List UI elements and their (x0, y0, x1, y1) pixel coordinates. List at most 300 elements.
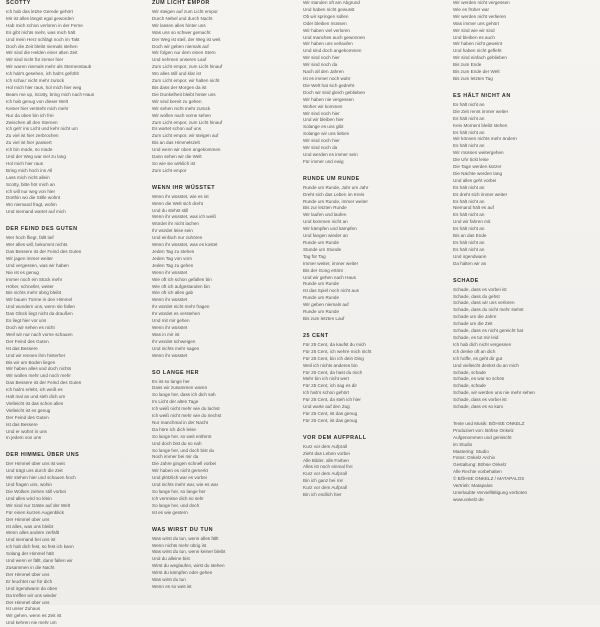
lyric-line: Wo alles still und klar ist (152, 71, 201, 77)
lyric-line: Wie oft ich schon gefallen bin (152, 276, 212, 282)
lyric-line: Zum Licht empor, wir halten nicht (152, 78, 220, 84)
lyric-line: Wir wollen mehr und noch mehr (6, 373, 71, 379)
lyric-line: Wir haben nie vergessen (303, 96, 354, 102)
lyric-line: Bis zum Ende (453, 62, 482, 68)
lyric-line: Wenn alles andere zerfällt (6, 530, 60, 536)
lyric-line: Für 25 Cent, bin ich dein Ding (303, 355, 364, 361)
lyric-line: Er leuchtet nur für dich (6, 578, 53, 584)
lyric-line: Und vergessen, was wir haben (6, 262, 69, 268)
lyric-line: Kein Moment bleibt stehen (453, 122, 508, 128)
lyric-line: So lange her, und doch bist du (152, 447, 215, 453)
lyric-line: Wenn ihr wüsstet (152, 297, 188, 303)
lyric-line: Runde um Runde (303, 295, 340, 301)
lyric-line: Und du stehst still (152, 207, 189, 213)
lyric-line: Ihr würdet leise sein (152, 228, 193, 234)
lyric-line: Für 25 Cent, da steh ich hier (303, 397, 361, 403)
lyric-line: Was uns so schwer gemacht (152, 29, 211, 35)
lyric-line: Doch die Zeit bleibt niemals stehen (6, 43, 78, 49)
lyric-line: Nach all den Jahren (303, 69, 344, 75)
lyric-line: Weil wir nur nach vorne schauen (6, 331, 73, 337)
lyric-line: Wir steigen auf zum Licht empor (152, 9, 218, 14)
lyric-line: Wir geben niemals auf (303, 302, 349, 308)
lyric-line: Der Himmel über uns (6, 571, 50, 577)
lyric-line: Und sind doch angekommen (303, 48, 362, 54)
lyric-line: Wir sind einfach geblieben (453, 55, 507, 61)
lyric-line: Der Feind des Guten (6, 338, 49, 344)
lyric-line: Ich halt dich fest, so fest ich kann (6, 544, 74, 550)
lyric-line: Und warte auf den Zug (303, 404, 350, 410)
lyric-line: Und nichts mehr sagen (152, 345, 200, 351)
lyric-line: Wir haben uns verlaufen (303, 41, 353, 47)
lyric-line: Was wirst du tun, wenn keiner bleibt (152, 549, 226, 555)
lyric-line: In jedem von uns (6, 435, 41, 441)
lyric-line: Und vielleicht denkst du an mich (453, 362, 519, 368)
lyric-line: Der Himmel über uns ist weit (6, 461, 65, 467)
song-title: ZUM LICHT EMPOR (152, 0, 210, 6)
lyric-line: Ich hab genug von dieser Welt (6, 98, 68, 104)
lyric-line: Ich hab's erlebt, ich weiß es (6, 387, 63, 393)
lyric-line: Zum Licht empor, wir steigen auf (152, 133, 219, 139)
song-block (152, 370, 290, 517)
lyric-line: Es dreht sich immer weiter (453, 191, 508, 197)
lyric-line: Die Tage werden kürzer (453, 164, 502, 170)
lyric-line: Wir sind nur Gäste auf der Welt (6, 502, 70, 508)
lyric-line: Wir sind noch hier (303, 110, 340, 116)
lyric-line: Und haben nicht gewusst (303, 6, 355, 12)
lyric-line: Doch wir sehen es nicht (6, 324, 55, 330)
song-block (152, 527, 290, 591)
lyric-line: Wir haben es nicht gemerkt (152, 468, 208, 474)
lyric-line: Im Licht der alten Tage (152, 399, 199, 405)
lyric-line: Immer weiter, immer weiter (303, 260, 359, 266)
lyric-line: Bin ich ganz bei mir (303, 478, 344, 484)
lyric-line: Die Zeit rennt immer weiter (453, 108, 509, 114)
lyric-line: Ist das Bessere (6, 345, 38, 351)
lyric-line: Runde um Runde (303, 240, 340, 245)
lyric-line: Schade, dass du gehst (453, 293, 500, 299)
lyric-line: Bis an das Himmelszelt (152, 140, 200, 146)
lyric-line: So lange her, so weit entfernt (152, 433, 212, 439)
song-title: DER HIMMEL ÜBER UNS (6, 452, 80, 459)
lyric-line: Nur da oben bin ich frei (6, 112, 54, 118)
lyric-line: Wir lassen alles hinter uns (152, 22, 206, 28)
lyric-line: Weil ich nichts anderes bin (303, 362, 358, 368)
lyric-line: Runde um Runde, Jahr um Jahr (303, 184, 369, 190)
lyric-line: Wie oft ich aufgestanden bin (152, 283, 210, 289)
lyric-line: Hol mich hier raus, hol mich hier weg (6, 84, 82, 90)
lyric-line: Wir jagen immer weiter (6, 255, 53, 261)
lyric-line: Kurz vor dem Aufprall (303, 485, 347, 491)
lyric-line: Wie oft ich alles gab (152, 290, 194, 296)
lyric-line: Ist es wie gestern (152, 509, 188, 515)
lyric-line: Da höre ich dich leise (152, 426, 196, 432)
lyric-line: Ich bin müde, so müde (6, 147, 53, 153)
lyric-line: Immer noch ein Stück mehr (6, 276, 63, 282)
lyric-line: Die Wolken ziehen still vorbei (6, 489, 66, 494)
song-title: DER FEIND DES GUTEN (6, 226, 78, 233)
lyric-line: Niemand hält es auf (453, 205, 494, 211)
lyric-line: Was wirst du tun (152, 577, 186, 583)
lyric-line: Und niemand wartet auf mich (6, 209, 66, 215)
lyric-line: Wenn ihr wüsstet (152, 352, 188, 358)
song-block (6, 226, 138, 442)
lyric-line: So lange her, so lange her (152, 489, 206, 494)
lyric-line: Es hält nicht an (453, 143, 485, 149)
lyric-line: Wie es früher war (453, 6, 489, 12)
lyric-line: Wenn ihr wüsstet (152, 324, 188, 330)
lyric-line: Dreht sich das Leben im Kreis (303, 191, 365, 197)
lyric-line: Bis zum letzten Lauf (303, 315, 345, 321)
lyric-line: Bis zum letzten Tag (453, 75, 493, 81)
lyric-line: Und einfach nur zuhören (152, 235, 203, 241)
song-title: VOR DEM AUFPRALL (303, 434, 367, 441)
lyric-line: Es wartet schon auf uns (152, 126, 202, 132)
lyric-line: Runde um Runde, immer weiter (303, 198, 368, 204)
song-block (303, 333, 443, 425)
song-title: SCHADE (453, 277, 479, 284)
lyric-line: Dann sehen wir die Welt (152, 154, 202, 160)
lyric-line: Das Bessere ist der Feind des Guten (6, 380, 82, 386)
lyric-line: Für 25 Cent, da hast du mich (303, 369, 363, 375)
lyric-line: Solang der Himmel hält (6, 551, 54, 557)
lyric-line: Für 25 Cent, ist das genug (303, 417, 358, 423)
lyric-line: Schade, es tut mir leid (453, 334, 499, 340)
lyric-line: Die Nächte werden lang (453, 170, 503, 176)
lyric-line: Und kommen nicht an (303, 219, 348, 225)
lyric-line: Für 25 Cent, ich wehre mich nicht (303, 348, 372, 354)
lyric-line: Nur manchmal in der Nacht (152, 419, 208, 425)
lyric-line: Und nichts mehr war, wie es war (152, 482, 219, 488)
lyric-line: Alle Rechte vorbehalten (453, 469, 502, 475)
song-title: SO LANGE HER (152, 369, 200, 376)
lyric-line: Wir bauen Türme in den Himmel (6, 297, 73, 303)
lyric-line: Zum Licht empor (152, 167, 187, 173)
lyric-line: im Studio (453, 441, 473, 447)
lyric-line: Wir werden nicht verlieren (453, 13, 507, 19)
lyric-line: Und mein Herz schlägt noch im Takt (6, 36, 80, 42)
lyric-line: Was immer uns gehört (453, 20, 500, 26)
lyric-line: Ich vermisse dich so sehr (152, 495, 204, 501)
lyric-line: Doch wir sind gleich geblieben (303, 89, 366, 95)
lyric-line: Wenn es so weit ist (152, 583, 192, 589)
lyric-line: Vielleicht ist es genug (6, 407, 51, 413)
song-title: 25 CENT (303, 332, 329, 339)
lyric-line: Wir sind bereit zu gehen (152, 98, 202, 104)
lyric-line: Für einen kurzen Augenblick (6, 509, 64, 515)
lyric-line: Kurz vor dem Aufprall (303, 443, 347, 449)
lyric-line: Die Welt hat sich gedreht (303, 82, 355, 88)
lyric-line: Und mit mir gehen (152, 318, 190, 324)
lyric-line: Wir stehen hier und schauen hoch (6, 475, 76, 481)
lyric-line: Und er wohnt in uns (6, 428, 47, 434)
lyric-line: Was wirst du tun, wenn alles fällt (152, 535, 219, 541)
lyric-line: Und alles wird so klein (6, 495, 52, 501)
song-block (6, 0, 138, 216)
lyric-line: Bis nichts mehr übrig bleibt (6, 290, 62, 296)
lyric-line: Das Glück liegt nicht da draußen (6, 311, 73, 317)
song-title: RUNDE UM RUNDE (303, 175, 360, 182)
lyric-line: Es hält nicht an (453, 198, 485, 204)
lyric-line: Wirst du kämpfen oder gehen (152, 570, 213, 576)
lyric-line: Alle Bilder, alle Farben (303, 457, 349, 463)
lyric-line: Ist es immer noch wahr (303, 75, 351, 81)
lyric-line: Ich hab's schon gehört (303, 390, 350, 396)
lyric-line: Es hält nicht an (453, 212, 485, 218)
lyric-line: Runde um Runde (303, 281, 340, 287)
song-block (453, 93, 595, 268)
lyric-line: Alles ist noch einmal frei (303, 464, 353, 470)
lyric-line: Und wir rennen ihm hinterher (6, 352, 66, 358)
lyric-line: Hol mich hier raus (6, 160, 44, 166)
lyric-line: Zusammen in die Nacht (6, 564, 55, 570)
lyric-line: Zum Licht empor, zum Licht hinauf (152, 64, 223, 70)
lyric-line: Dorthin wo die Stille wohnt (6, 195, 61, 201)
lyric-line: Wir sind noch hier (303, 138, 340, 144)
lyric-line: Woher wir kommen (303, 103, 343, 109)
lyric-line: Die Jahre gingen schnell vorbei (152, 461, 217, 467)
lyric-line: Ob wir springen sollen (303, 13, 349, 19)
song-block (453, 0, 595, 83)
lyric-line: Ich hoffe, es geht dir gut (453, 355, 503, 361)
lyric-line: Wir werden nicht vergessen (453, 0, 510, 5)
lyric-line: Solange wir uns lieben (303, 131, 350, 137)
lyric-line: Schade, dass du nicht mehr stehst (453, 307, 524, 313)
lyric-line: Der Himmel über uns (6, 516, 50, 522)
lyric-line: Wenn ihr wüsstet, was es kostet (152, 242, 218, 248)
song-block (152, 185, 290, 360)
lyric-line: Schade, schade (453, 383, 486, 389)
lyric-line: Ist unser Zuhaus (6, 606, 41, 612)
column-4 (453, 0, 595, 605)
lyric-line: Bis zum Ende der Welt (453, 69, 500, 75)
lyric-line: Und der Weg war viel zu lang (6, 154, 66, 160)
song-block (6, 452, 138, 627)
lyric-line: Jeden Tag von vorn (152, 255, 193, 261)
lyric-line: Ich hab's gesehen, ich hab's gefühlt (6, 71, 79, 77)
column-3 (303, 0, 443, 605)
lyric-line: Wir sind noch da (303, 62, 338, 68)
lyric-line: Ist das Spiel noch nicht aus (303, 288, 359, 294)
lyric-line: Wenn ihr wüsstet, wie es ist (152, 193, 209, 199)
lyric-line: Das Bessere ist der Feind des Guten (6, 249, 82, 254)
lyric-line: Was in mir ist (152, 331, 180, 337)
lyric-line: Der Feind des Guten (6, 414, 49, 420)
lyric-line: Schade, wir werden uns nie mehr sehen (453, 390, 535, 396)
lyric-line: Ich denke oft an dich (453, 348, 496, 354)
lyric-line: Fotos: Onkelz Archiv (453, 455, 496, 461)
lyric-line: Es gibt nichts mehr, was mich hält (6, 29, 76, 35)
lyric-line: Ihr würdet nicht mehr fragen (152, 304, 210, 310)
lyric-line: Es ist so lange her (152, 378, 190, 384)
lyric-line: Runde um Runde (303, 309, 340, 315)
lyric-line: Und fragen uns, wohin (6, 482, 52, 488)
lyric-line: Wir können nichts mehr ändern (453, 136, 517, 142)
lyric-line: Zu viel ist hier passiert (6, 140, 52, 146)
lyric-line: Für 25 Cent, da kaufst du mich (303, 341, 366, 347)
lyric-line: Und fangen wieder an (303, 233, 348, 239)
lyric-line: Wir waren niemals mehr als Sternenstaub (6, 64, 92, 70)
lyric-line: Wir sind noch hier (303, 55, 340, 61)
lyric-line: Stunde um Stunde (303, 246, 342, 252)
lyric-line: Bis wir am Boden liegen (6, 359, 56, 365)
song-block (453, 278, 595, 411)
lyric-line: Und wenn wir oben angekommen (152, 147, 221, 153)
lyric-line: Doch wir geben niemals auf (152, 43, 209, 49)
lyric-line: Höher, schneller, weiter (6, 283, 54, 289)
lyric-line: Kurz vor dem Aufprall (303, 471, 347, 477)
lyric-line: Bis an das Ende (453, 233, 487, 239)
lyric-line: Schade, dass wir uns verloren (453, 300, 515, 306)
song-title: SCOTTY (6, 0, 31, 6)
lyric-line: Keiner hier versteht mich mehr (6, 105, 69, 111)
lyric-line: Wir sehen nicht mehr zurück (152, 105, 211, 111)
lyric-line: Schade, dass es vorbei ist (453, 397, 507, 403)
column-1 (6, 0, 138, 626)
lyric-line: Schade um die Jahre (453, 314, 497, 320)
lyric-line: Es liegt hier vor uns (6, 318, 47, 324)
lyric-line: Und du alleine bist (152, 556, 190, 562)
lyric-line: Wir haben nicht geweint (453, 41, 503, 47)
lyric-line: Wenn ihr wüsstet, was ich weiß (152, 214, 216, 220)
lyric-line: Ich will nur weg von hier (6, 188, 56, 194)
lyric-line: Wir gehen, wenn es Zeit ist (6, 613, 62, 619)
column-2 (152, 0, 290, 605)
lyric-line: Für 25 Cent, ich sag es dir (303, 383, 357, 389)
lyric-line: Vertrieb: Matapalos (453, 483, 493, 489)
lyric-line: Für 25 Cent, ist das genug (303, 410, 358, 416)
lyric-line: Aufgenommen und gemischt (453, 434, 512, 440)
lyric-line: Bis der Gong ertönt (303, 267, 343, 273)
lyric-line: Bring mich hoch ins All (6, 167, 53, 173)
lyric-line: Der Weg ist steil, der Weg ist weit (152, 36, 221, 42)
lyric-line: Und bleiben es auch (453, 34, 495, 40)
lyric-line: Ich schau' nicht mehr zurück (6, 78, 65, 84)
lyric-line: Bis dass der Morgen da ist (152, 84, 207, 90)
lyric-line: Produziert von: Böhse Onkelz (453, 427, 514, 433)
lyric-line: Lass mich nicht allein (6, 174, 50, 180)
lyric-line: © BÖHSE ONKELZ / MATAPALOS (453, 476, 525, 482)
lyric-line: Wir haben viel verloren (303, 27, 350, 33)
lyric-line: Es hält nicht an (453, 240, 485, 245)
lyric-line: Wir wollen nach vorne sehen (152, 112, 211, 118)
lyric-line: Die Dunkelheit bleibt hinter uns (152, 91, 216, 97)
song-block (303, 0, 443, 166)
lyric-line: Ich weiß nicht mehr wie du lachst (152, 406, 220, 412)
lyric-line: Und doch bist du so nah (152, 440, 202, 446)
lyric-line: Wir kämpfen und kämpfen (303, 226, 357, 232)
lyric-line: Wir folgen nur dem einen Stern (152, 50, 216, 56)
lyric-line: Bis zur letzten Runde (303, 205, 347, 211)
lyric-line: Es hält nicht an (453, 226, 485, 232)
lyric-line: Es hält nicht an (453, 115, 485, 121)
lyric-line: Und wir gehen nach Haus (303, 274, 356, 280)
lyric-line: Vielleicht ist das schon alles (6, 400, 64, 406)
lyric-line: Zwischen all den Sternen (6, 119, 58, 125)
lyric-line: Wenn ihr wüsstet (152, 269, 188, 275)
lyric-line: Scotty, bitte hör mich an (6, 181, 55, 187)
lyric-line: Wo niemand fragt, wohin (6, 202, 57, 208)
song-block (303, 176, 443, 323)
lyric-line: So lange her, dass ich dich sah (152, 392, 216, 398)
lyric-line: Schade, dass es so kam (453, 404, 504, 410)
lyric-line: So lange her, und doch (152, 502, 200, 508)
lyric-line: Schade, dass es nicht gereicht hat (453, 328, 524, 334)
lyric-line: Der Himmel über uns (6, 599, 50, 605)
lyric-line: Gestaltung: Böhse Onkelz (453, 462, 507, 468)
lyric-line: Mastering: Studio (453, 448, 489, 454)
lyric-line: Und plötzlich war es vorbei (152, 475, 207, 481)
lyric-line: Schade um die Zeit (453, 321, 493, 327)
song-block (453, 421, 595, 504)
lyric-line: Und nehmen unseren Lauf (152, 57, 207, 63)
lyric-line: Und wundern uns, wenn sie fallen (6, 304, 75, 310)
lyric-line: Ich hab das letzte Gerede gehört (6, 9, 73, 14)
lyric-line: Würdet ihr nicht lachen (152, 221, 199, 227)
lyric-line: Zum Licht empor, zum Licht hinauf (152, 119, 223, 125)
lyric-line: Und trägt uns durch die Zeit (6, 468, 63, 474)
lyric-line: Noch immer bei mir da (152, 454, 199, 460)
song-title: ES HÄLT NICHT AN (453, 92, 511, 99)
lyric-line: Und wir fahren mit (453, 219, 491, 225)
lyric-line: Und irgendwann da oben (6, 585, 58, 591)
lyric-line: Schade, dass es vorbei ist (453, 286, 507, 292)
lyric-line: Zu viel ist hier zerbrochen (6, 133, 59, 139)
lyric-line: Wenn nichts mehr übrig ist (152, 542, 207, 548)
lyric-line: Es hält nicht an (453, 129, 485, 135)
lyric-line: Ist alles, was uns bleibt (6, 523, 54, 529)
lyric-line: Für immer und ewig (303, 158, 344, 164)
lyric-line: Ihr würdet schweigen (152, 338, 196, 344)
lyric-line: Halt mal an und sieh dich um (6, 394, 66, 400)
lyric-line: Ich hab dich nicht vergessen (453, 341, 512, 347)
lyric-line: Es hält nicht an (453, 101, 485, 107)
lyric-line: Schade, es war so schön (453, 376, 505, 382)
lyric-line: Es hält nicht an (453, 184, 485, 190)
lyric-line: Jeden Tag zu stehen (152, 249, 195, 254)
lyric-line: Tag für Tag (303, 253, 326, 259)
lyric-line: Wir sind die Helden einer alten Zeit (6, 50, 78, 56)
lyric-line: Wir laufen und laufen (303, 212, 347, 218)
lyric-line: Da halten wir an (453, 260, 487, 266)
lyric-line: Ihr würdet es verstehen (152, 311, 201, 317)
lyric-line: Durch Nebel und durch Nacht (152, 15, 213, 21)
lyric-line: Und irgendwann (453, 253, 487, 259)
song-block (152, 0, 290, 175)
lyric-line: So wie sie wirklich ist (152, 160, 196, 166)
song-block (303, 435, 443, 499)
lyric-line: Texte und Musik: BÖHSE ONKELZ (453, 420, 525, 426)
lyric-line: Wenn die Welt sich dreht (152, 200, 203, 206)
lyric-line: Ist das Bessere (6, 421, 38, 427)
lyric-line: Solange es uns gibt (303, 124, 344, 130)
lyric-line: Nie ist es genug (6, 269, 39, 275)
lyric-line: Zieht das Leben vorbei (303, 450, 350, 456)
lyric-line: Wir sind wie wir sind (453, 27, 495, 33)
lyric-line: Wir standen oft am Abgrund (303, 0, 360, 5)
song-title: WAS WIRST DU TUN (152, 526, 214, 533)
lyric-line: Schade, schade (453, 369, 486, 375)
lyric-line: Mir ist alles längst egal geworden (6, 15, 74, 21)
lyric-line: Mehr bin ich nicht wert (303, 376, 349, 382)
lyric-line: Es hält nicht an (453, 246, 485, 252)
lyric-line: Und wir bleiben hier (303, 117, 344, 123)
song-title: WENN IHR WÜSSTET (152, 184, 216, 191)
lyric-line: Und haben nicht gefleht (453, 48, 502, 54)
lyric-line: www.onkelz.de (453, 496, 484, 502)
lyric-line: Oder bleiben müssen (303, 20, 347, 26)
lyric-line: Und wenn er fällt, dann fallen wir (6, 558, 73, 564)
lyric-line: Wer alles will, bekommt nichts (6, 242, 68, 248)
